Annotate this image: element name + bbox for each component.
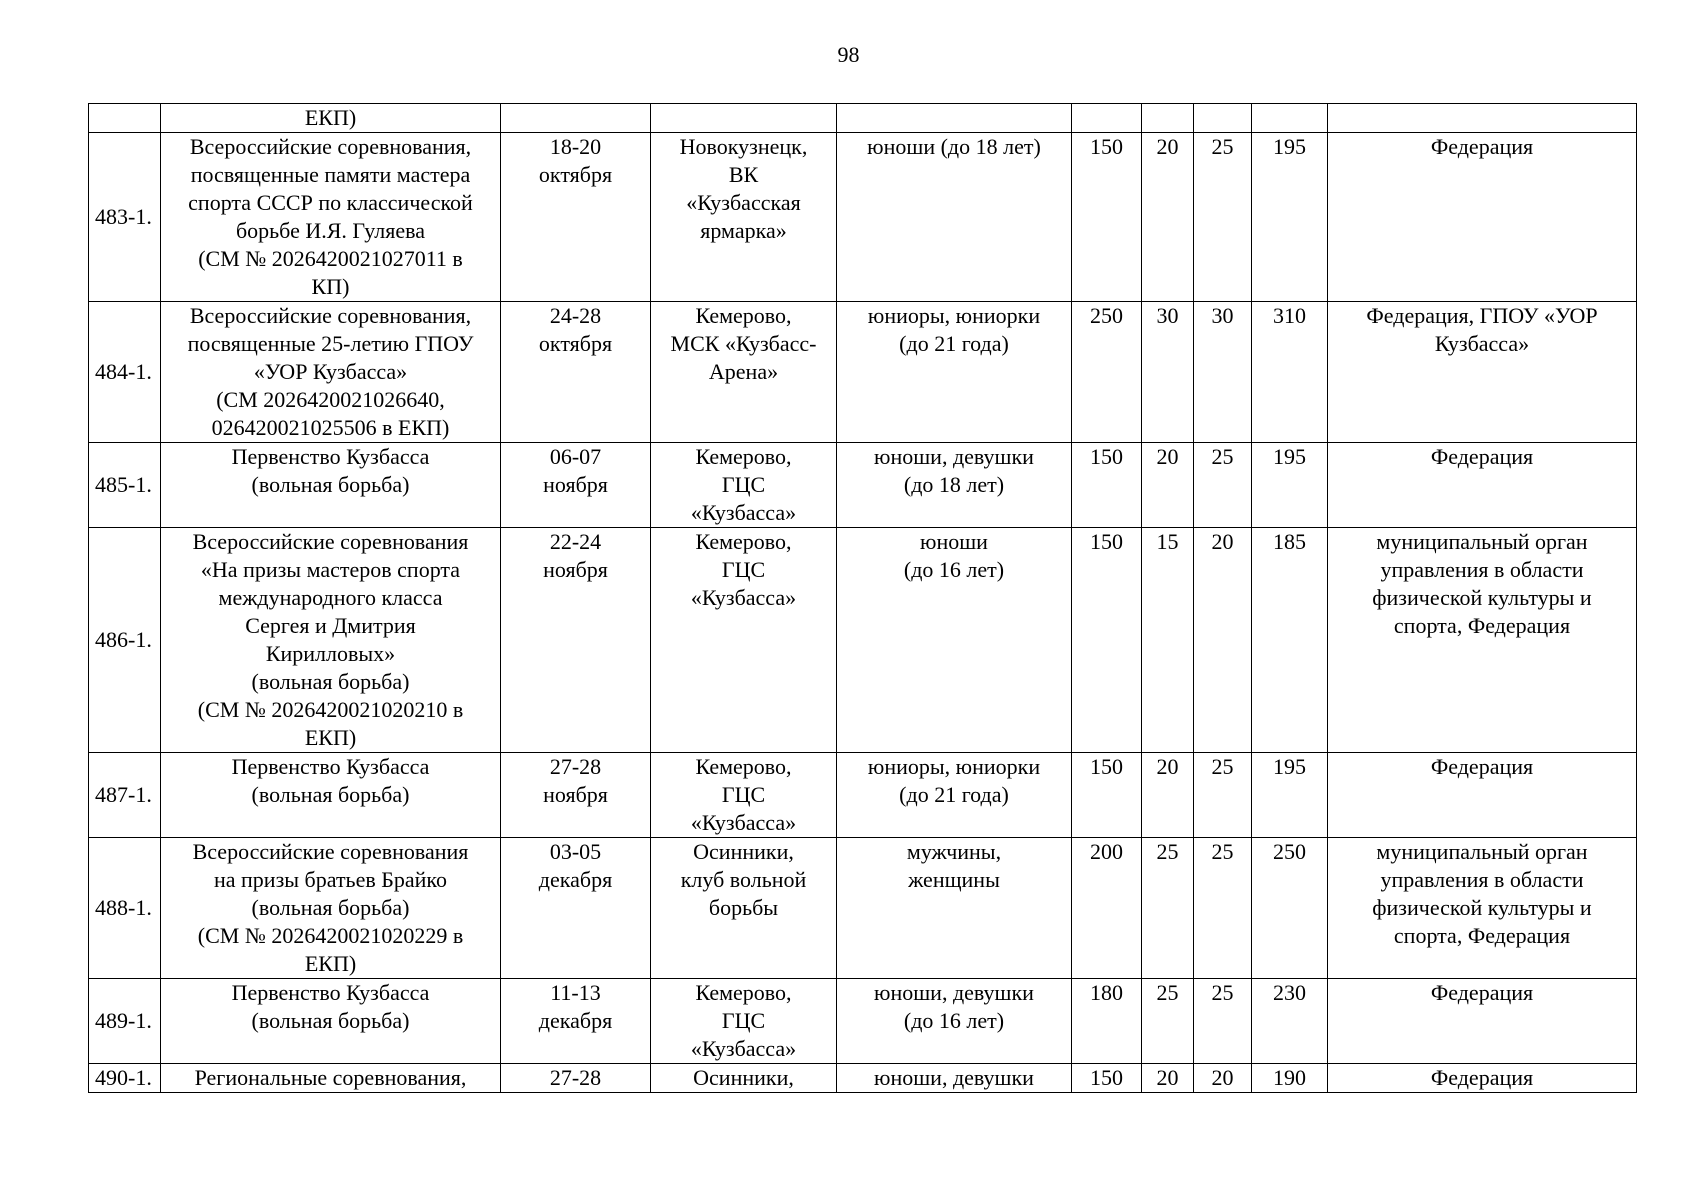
count-athletes: 180 — [1072, 979, 1142, 1064]
count-athletes: 200 — [1072, 838, 1142, 979]
event-name: Первенство Кузбасса (вольная борьба) — [161, 979, 501, 1064]
count-total: 185 — [1252, 528, 1328, 753]
table-row — [89, 528, 1637, 753]
count-total: 195 — [1252, 443, 1328, 528]
table-row — [89, 104, 1637, 133]
event-dates: 03-05 декабря — [501, 838, 651, 979]
event-place: Кемерово, ГЦС «Кузбасса» — [651, 528, 837, 753]
event-name: Региональные соревнования, — [161, 1064, 501, 1093]
count-coaches: 20 — [1142, 1064, 1194, 1093]
event-dates: 22-24 ноября — [501, 528, 651, 753]
event-participants — [837, 104, 1072, 133]
event-name: Всероссийские соревнования, посвященные памяти мастера спорта СССР по классической борьбе И.Я. Гуляева (СМ № 2026420021027011 в КП) — [161, 133, 501, 302]
table-row — [89, 302, 1637, 443]
count-coaches: 30 — [1142, 302, 1194, 443]
event-dates: 11-13 декабря — [501, 979, 651, 1064]
count-coaches — [1142, 104, 1194, 133]
event-organizer: Федерация — [1328, 443, 1637, 528]
count-total: 195 — [1252, 753, 1328, 838]
row-number: 487-1. — [89, 753, 161, 838]
count-total: 190 — [1252, 1064, 1328, 1093]
event-dates: 27-28 — [501, 1064, 651, 1093]
event-dates: 27-28 ноября — [501, 753, 651, 838]
event-place: Новокузнецк, ВК «Кузбасская ярмарка» — [651, 133, 837, 302]
event-participants: юноши, девушки — [837, 1064, 1072, 1093]
event-dates: 06-07 ноября — [501, 443, 651, 528]
row-number: 485-1. — [89, 443, 161, 528]
count-total — [1252, 104, 1328, 133]
event-participants: юниоры, юниорки (до 21 года) — [837, 302, 1072, 443]
table-row — [89, 838, 1637, 979]
event-organizer: Федерация — [1328, 133, 1637, 302]
count-judges: 25 — [1194, 133, 1252, 302]
table-row — [89, 753, 1637, 838]
row-number: 484-1. — [89, 302, 161, 443]
count-judges: 25 — [1194, 979, 1252, 1064]
event-dates — [501, 104, 651, 133]
event-participants: юноши (до 18 лет) — [837, 133, 1072, 302]
event-participants: юноши (до 16 лет) — [837, 528, 1072, 753]
count-judges: 20 — [1194, 1064, 1252, 1093]
event-organizer: муниципальный орган управления в области физической культуры и спорта, Федерация — [1328, 528, 1637, 753]
event-place: Кемерово, МСК «Кузбасс- Арена» — [651, 302, 837, 443]
event-name: Первенство Кузбасса (вольная борьба) — [161, 443, 501, 528]
events-table — [88, 103, 1637, 1093]
table-row — [89, 1064, 1637, 1093]
count-athletes: 150 — [1072, 443, 1142, 528]
count-athletes: 150 — [1072, 528, 1142, 753]
event-place: Осинники, клуб вольной борьбы — [651, 838, 837, 979]
event-name: Всероссийские соревнования «На призы мастеров спорта международного класса Сергея и Дмитрия Кирилловых» (вольная борьба) (СМ № 2026420021020210 в ЕКП) — [161, 528, 501, 753]
table-row — [89, 133, 1637, 302]
event-participants: юноши, девушки (до 18 лет) — [837, 443, 1072, 528]
count-judges: 25 — [1194, 443, 1252, 528]
count-judges: 25 — [1194, 838, 1252, 979]
row-number: 488-1. — [89, 838, 161, 979]
row-number: 490-1. — [89, 1064, 161, 1093]
count-judges: 30 — [1194, 302, 1252, 443]
event-name: Первенство Кузбасса (вольная борьба) — [161, 753, 501, 838]
count-athletes: 150 — [1072, 133, 1142, 302]
event-place — [651, 104, 837, 133]
row-number: 486-1. — [89, 528, 161, 753]
count-judges — [1194, 104, 1252, 133]
event-place: Кемерово, ГЦС «Кузбасса» — [651, 979, 837, 1064]
count-coaches: 25 — [1142, 979, 1194, 1064]
event-place: Кемерово, ГЦС «Кузбасса» — [651, 443, 837, 528]
event-participants: юноши, девушки (до 16 лет) — [837, 979, 1072, 1064]
event-organizer: муниципальный орган управления в области физической культуры и спорта, Федерация — [1328, 838, 1637, 979]
count-coaches: 25 — [1142, 838, 1194, 979]
event-organizer — [1328, 104, 1637, 133]
event-place: Кемерово, ГЦС «Кузбасса» — [651, 753, 837, 838]
event-name: ЕКП) — [161, 104, 501, 133]
event-participants: мужчины, женщины — [837, 838, 1072, 979]
table-row — [89, 443, 1637, 528]
count-coaches: 20 — [1142, 443, 1194, 528]
count-total: 230 — [1252, 979, 1328, 1064]
count-athletes: 150 — [1072, 1064, 1142, 1093]
event-organizer: Федерация — [1328, 1064, 1637, 1093]
count-judges: 25 — [1194, 753, 1252, 838]
event-place: Осинники, — [651, 1064, 837, 1093]
count-total: 310 — [1252, 302, 1328, 443]
count-athletes — [1072, 104, 1142, 133]
count-coaches: 20 — [1142, 133, 1194, 302]
row-number — [89, 104, 161, 133]
count-coaches: 20 — [1142, 753, 1194, 838]
count-coaches: 15 — [1142, 528, 1194, 753]
event-participants: юниоры, юниорки (до 21 года) — [837, 753, 1072, 838]
event-organizer: Федерация, ГПОУ «УОР Кузбасса» — [1328, 302, 1637, 443]
event-organizer: Федерация — [1328, 753, 1637, 838]
count-total: 250 — [1252, 838, 1328, 979]
page-number: 98 — [837, 42, 860, 67]
count-athletes: 250 — [1072, 302, 1142, 443]
table-row — [89, 979, 1637, 1064]
count-athletes: 150 — [1072, 753, 1142, 838]
row-number: 483-1. — [89, 133, 161, 302]
event-dates: 24-28 октября — [501, 302, 651, 443]
event-name: Всероссийские соревнования на призы братьев Брайко (вольная борьба) (СМ № 2026420021020229 в ЕКП) — [161, 838, 501, 979]
count-total: 195 — [1252, 133, 1328, 302]
row-number: 489-1. — [89, 979, 161, 1064]
event-dates: 18-20 октября — [501, 133, 651, 302]
event-name: Всероссийские соревнования, посвященные 25-летию ГПОУ «УОР Кузбасса» (СМ 2026420021026640, 026420021025506 в ЕКП) — [161, 302, 501, 443]
event-organizer: Федерация — [1328, 979, 1637, 1064]
count-judges: 20 — [1194, 528, 1252, 753]
